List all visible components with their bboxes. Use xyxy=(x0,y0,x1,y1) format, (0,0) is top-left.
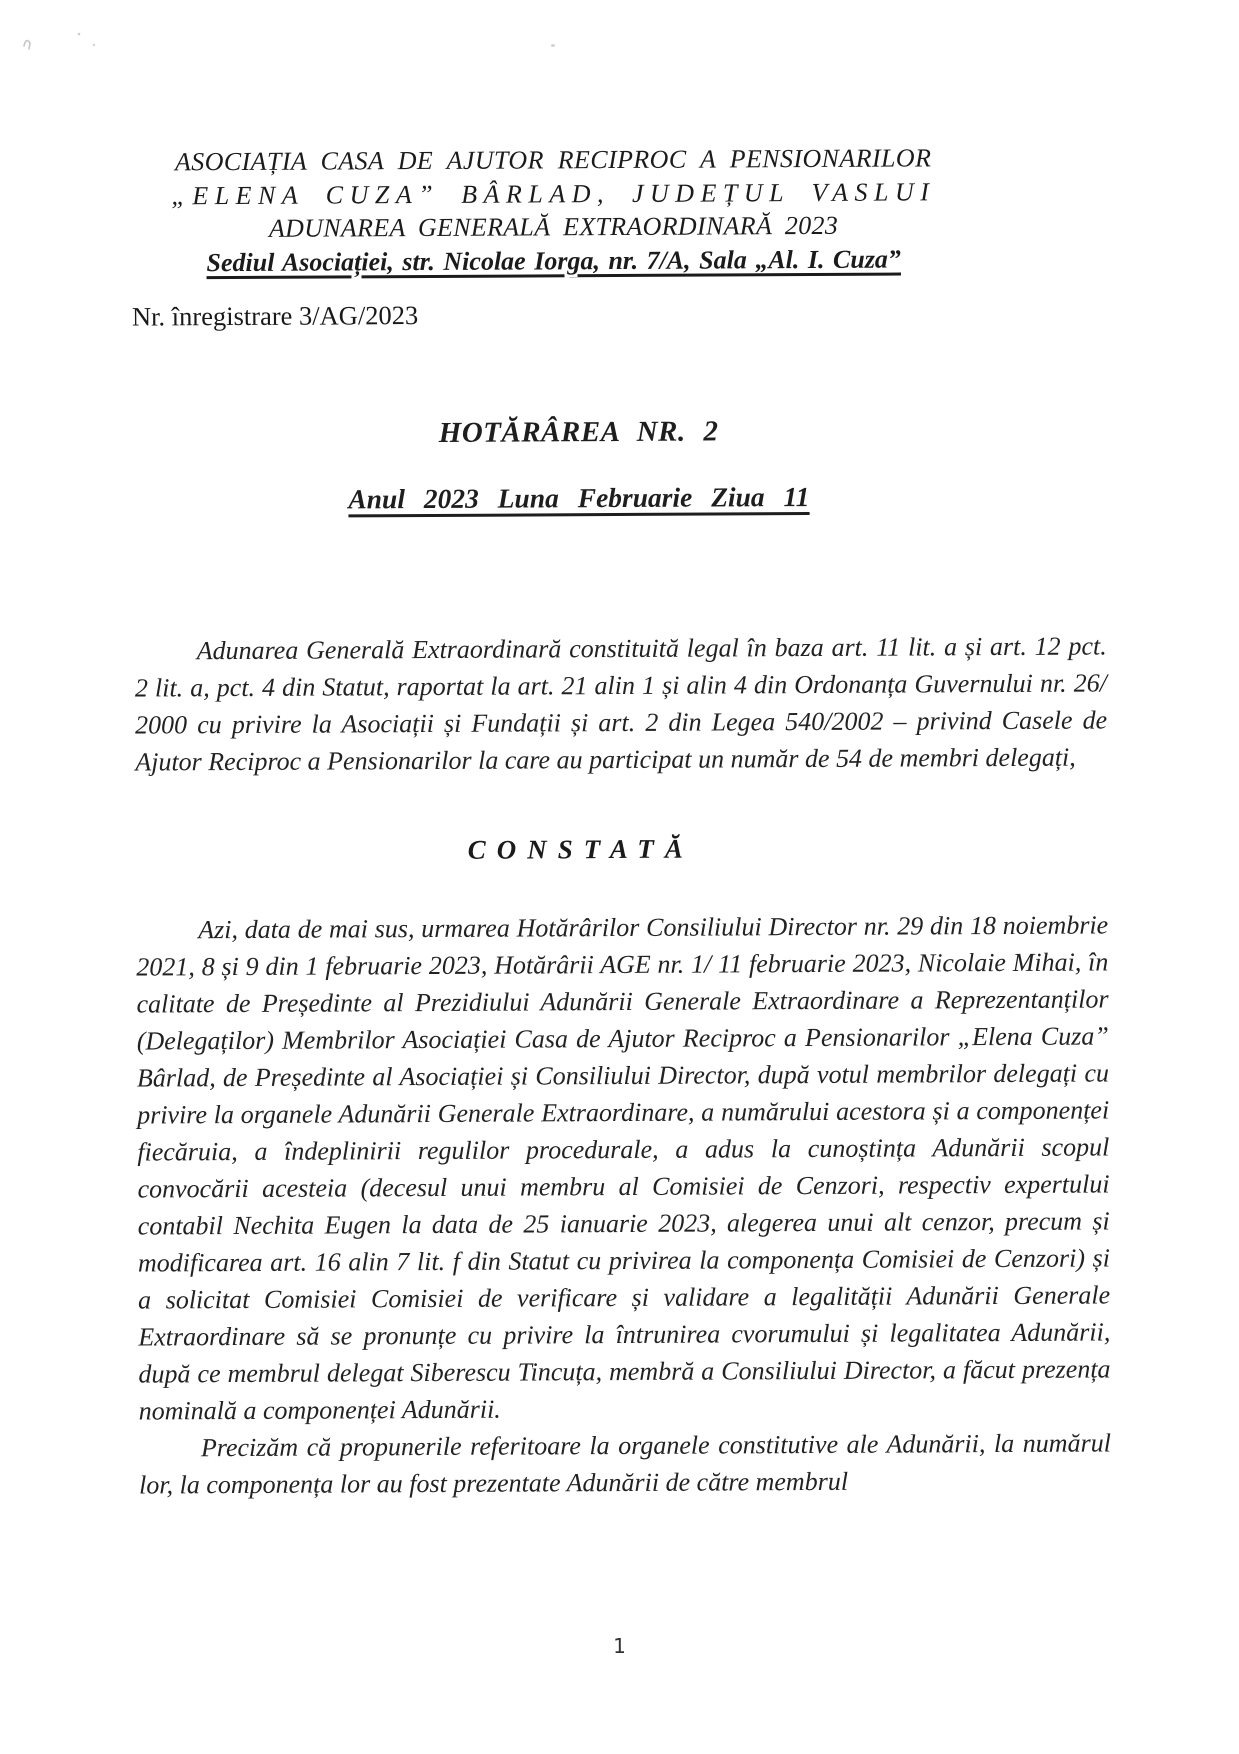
registration-number: Nr. înregistrare 3/AG/2023 xyxy=(131,300,419,332)
header-assembly-line: ADUNAREA GENERALĂ EXTRAORDINARĂ 2023 xyxy=(268,210,839,243)
header-association-name: ASOCIAȚIA CASA DE AJUTOR RECIPROC A PENSIONARILOR xyxy=(174,143,932,177)
header-association-city: „ELENA CUZA” BÂRLAD, JUDEȚUL VASLUI xyxy=(171,176,936,210)
paragraph-legal-basis: Adunarea Generală Extraordinară constituită legal în baza art. 11 lit. a și art. 12 pct. 2 lit. a, pct. 4 din Statut, raportat la art. 21 alin 1 și alin 4 din Ordonanța Guvernului nr. 26/ 2000 cu privire la Asociații și Fundații și art. 2 din Legea 540/2002 – privind Casele de Ajutor Reciproc a Pensionarilor la care au participat un număr de 54 de membri delegați, xyxy=(134,631,1108,777)
paragraph-proposals: Precizăm că propunerile referitoare la organele constitutive ale Adunării, la numărul lor, la componența lor au fost prezentate Adunării de către membrul xyxy=(139,1428,1111,1500)
document-title: HOTĂRÂREA NR. 2 xyxy=(438,415,719,449)
document-header xyxy=(125,141,982,279)
header-address-line: Sediul Asociației, str. Nicolae Iorga, nr. 7/A, Sala „Al. I. Cuza” xyxy=(206,244,901,277)
paragraph-findings: Azi, data de mai sus, urmarea Hotărârilor Consiliului Director nr. 29 din 18 noiembrie 2021, 8 și 9 din 1 februarie 2023, Hotărârii AGE nr. 1/ 11 februarie 2023, Nicolaie Mihai, în calitate de Președinte al Prezidiului Adunării Generale Extraordinare a Reprezentanților (Delegaților) Membrilor Asociației Casa de Ajutor Reciproc a Pensionarilor „Elena Cuza” Bârlad, de Președinte al Asociației și Consiliului Director, după votul membrilor delegați cu privire la organele Adunării Generale Extraordinare, a numărului acestora și a componenței fiecăruia, a îndeplinirii regulilor procedurale, a adus la cunoștința Adunării scopul convocării acesteia (decesul unui membru al Comisiei de Cenzori, respectiv expertului contabil Nechita Eugen la data de 25 ianuarie 2023, alegerea unui alt cenzor, precum și modificarea art. 16 alin 7 lit. f din Statut cu privirea la componența Comisiei de Cenzori) și a solicitat Comisiei Comisiei de verificare și validare a legalității Adunării Generale Extraordinare să se pronunțe cu privire la întrunirea cvorumului și legalitatea Adunării, după ce membrul delegat Siberescu Tincuța, membră a Consiliului Director, a făcut prezența nominală a componenței Adunării. xyxy=(136,910,1111,1426)
page-number: 1 xyxy=(613,1634,626,1658)
date-line: Anul 2023 Luna Februarie Ziua 11 xyxy=(348,481,810,515)
section-heading-constata: CONSTATĂ xyxy=(467,833,694,865)
